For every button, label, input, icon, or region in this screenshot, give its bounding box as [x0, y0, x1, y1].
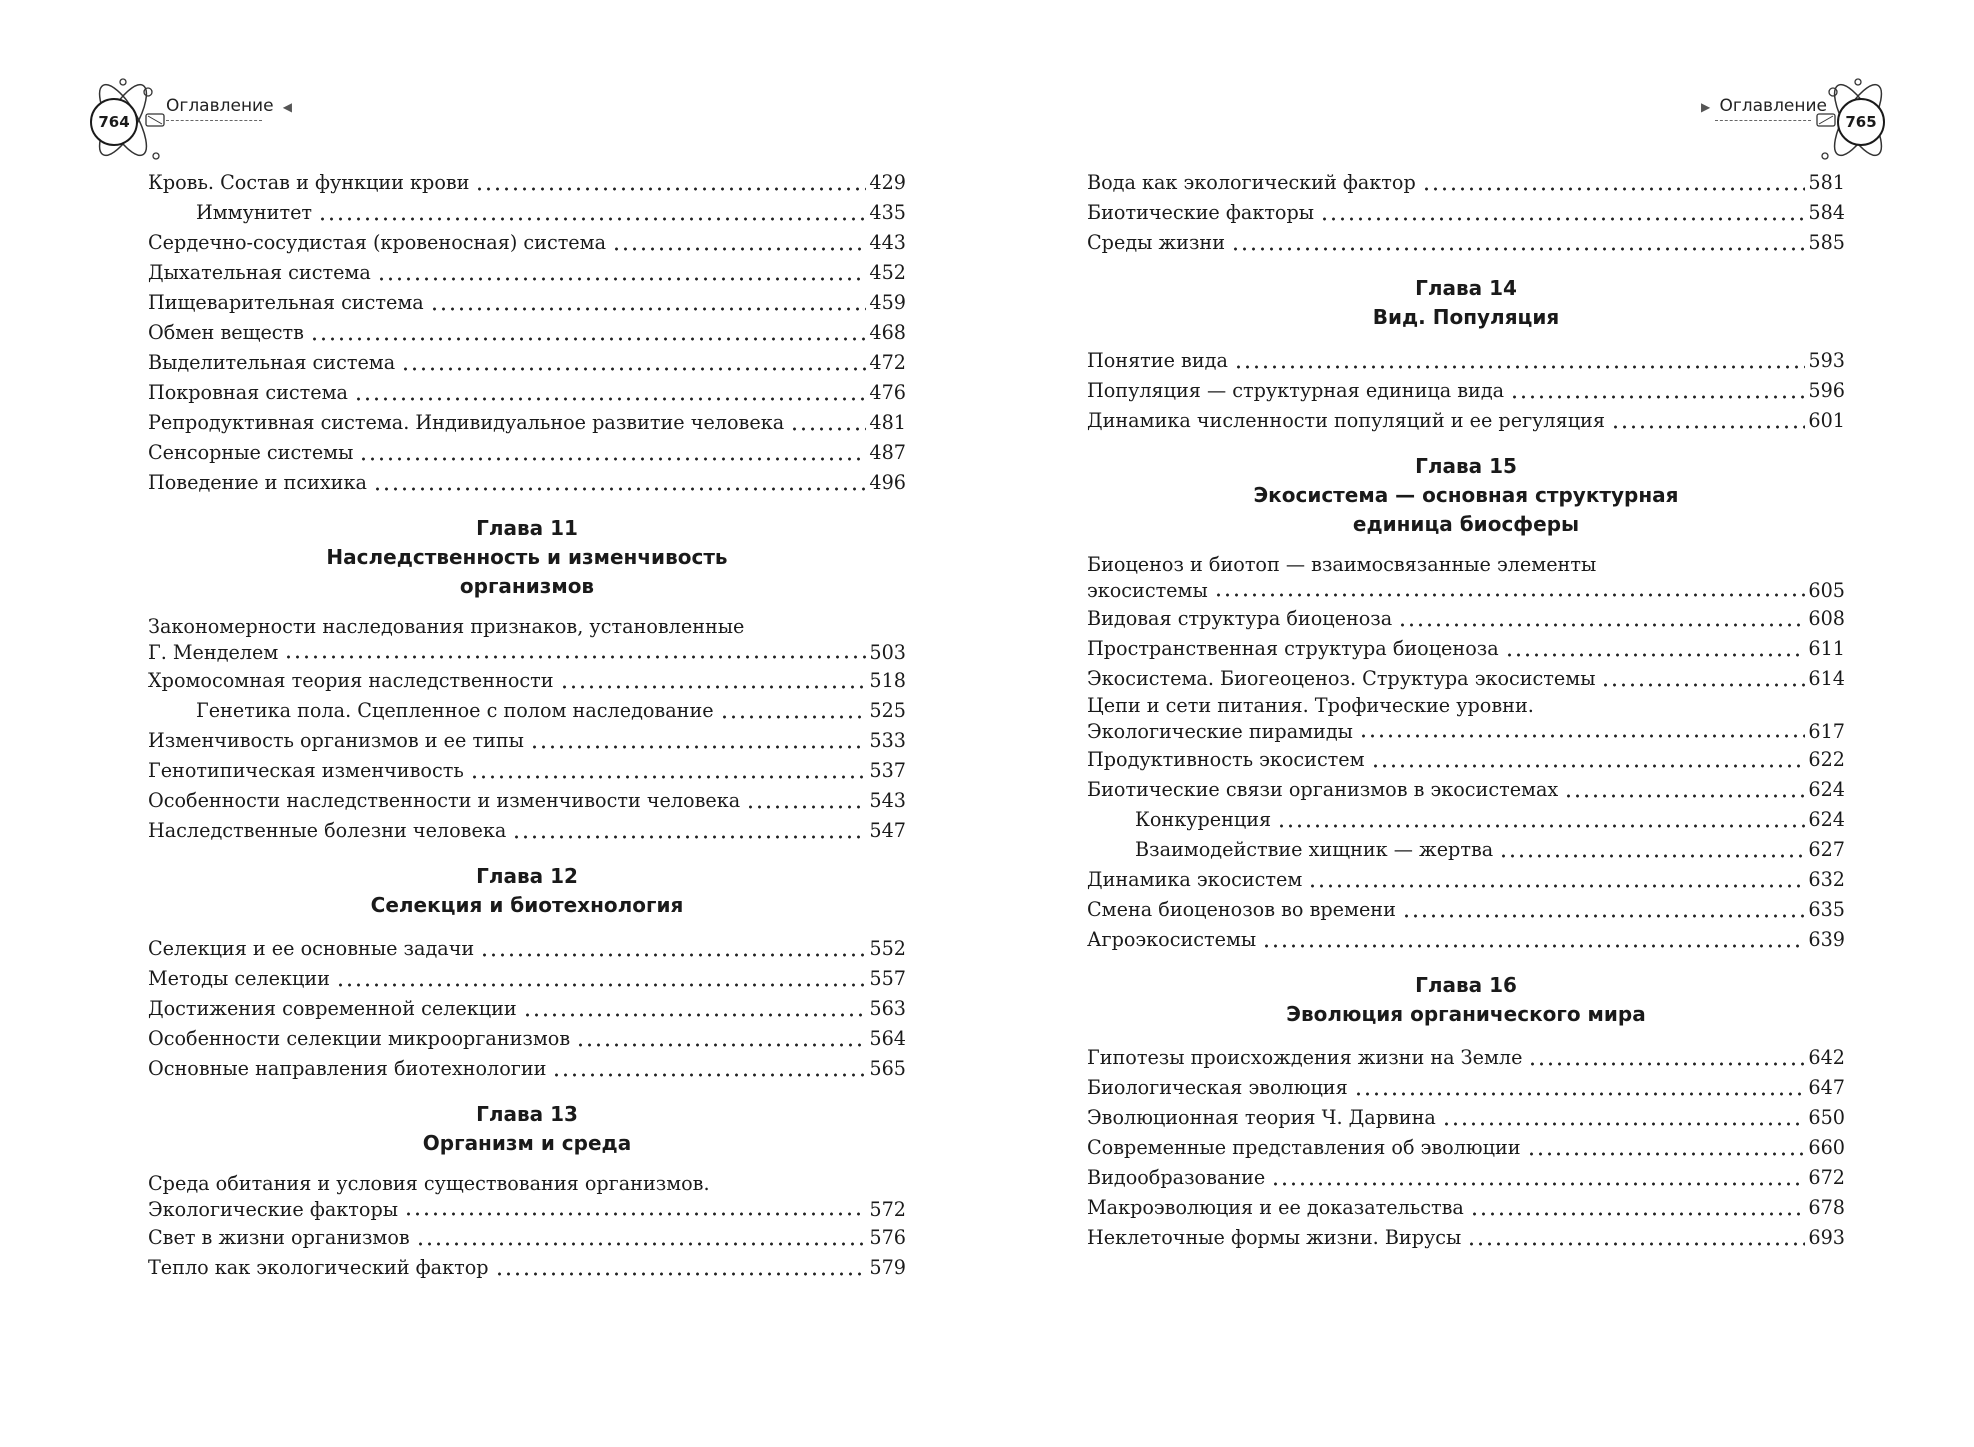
toc-entry-title-line: Среда обитания и условия существования организмов.: [148, 1172, 710, 1195]
dot-leader: [612, 247, 866, 251]
dot-leader: [377, 277, 867, 281]
toc-entry-page: 624: [1808, 808, 1845, 831]
chapter-title: Организм и среда: [422, 1131, 632, 1155]
toc-entry-page: 552: [869, 937, 906, 960]
toc-entry-page: 476: [869, 381, 906, 404]
toc-entry-title: Обмен веществ: [148, 321, 304, 344]
chapter-number: Глава 14: [1415, 276, 1517, 300]
dot-leader: [1442, 1122, 1806, 1126]
dot-leader: [512, 835, 866, 839]
toc-entry: [1087, 775, 1845, 805]
toc-entry-page: 496: [869, 471, 906, 494]
chapter-title: единица биосферы: [1352, 512, 1580, 536]
toc-entry-title: Пищеварительная система: [148, 291, 424, 314]
page-number-badge: 764: [90, 98, 138, 146]
toc-entry: [148, 468, 906, 498]
toc-entry-page: 581: [1808, 171, 1845, 194]
dot-leader: [1402, 914, 1805, 918]
toc-entry-page: 693: [1808, 1226, 1845, 1249]
toc-entry: [148, 318, 906, 348]
toc-entry-multiline: [1087, 694, 1845, 745]
dot-leader: [1308, 884, 1805, 888]
toc-entry: [148, 438, 906, 468]
toc-entry-page: 429: [869, 171, 906, 194]
chapter-title: Экосистема — основная структурная: [1253, 483, 1679, 507]
toc-entry: [1087, 577, 1845, 604]
toc-entry-title: Эволюционная теория Ч. Дарвина: [1087, 1106, 1436, 1129]
toc-entry-title: Биотические связи организмов в экосистемах: [1087, 778, 1559, 801]
toc-entry: [148, 964, 906, 994]
toc-entry: [1087, 1133, 1845, 1163]
dot-leader: [1611, 425, 1805, 429]
toc-entry-page: 563: [869, 997, 906, 1020]
chapter-heading: [1087, 971, 1845, 1029]
toc-entry-page: 601: [1808, 409, 1845, 432]
toc-entry: [1087, 1103, 1845, 1133]
dot-leader: [1422, 187, 1806, 191]
dot-leader: [1320, 217, 1805, 221]
dot-leader: [416, 1242, 867, 1246]
chapter-title: Наследственность и изменчивость: [326, 545, 728, 569]
toc-entry-page: 608: [1808, 607, 1845, 630]
toc-entry: [148, 726, 906, 756]
toc-entry-title: Дыхательная система: [148, 261, 371, 284]
toc-entry-title: Кровь. Состав и функции крови: [148, 171, 470, 194]
toc-entry-multiline: [148, 615, 906, 666]
toc-entry: [148, 639, 906, 666]
toc-entry-multiline: [148, 1172, 906, 1223]
toc-entry-title: Экологические факторы: [148, 1198, 398, 1221]
toc-entry-title: Экосистема. Биогеоценоз. Структура экосистемы: [1087, 667, 1596, 690]
dot-leader: [1510, 395, 1805, 399]
toc-entry-title: Г. Менделем: [148, 641, 279, 664]
toc-entry: [148, 228, 906, 258]
toc-entry: [148, 1054, 906, 1084]
toc-entry-page: 624: [1808, 778, 1845, 801]
toc-entry: [148, 1253, 906, 1283]
triangle-right-icon: ▶: [1701, 100, 1715, 114]
chapter-heading: [148, 1100, 906, 1158]
toc-entry: [1087, 228, 1845, 258]
toc-entry-page: 547: [869, 819, 906, 842]
toc-entry-title: Макроэволюция и ее доказательства: [1087, 1196, 1464, 1219]
table-of-contents: [148, 168, 906, 1283]
toc-entry-title: Агроэкосистемы: [1087, 928, 1257, 951]
toc-entry-page: 435: [869, 201, 906, 224]
toc-entry: [1087, 1223, 1845, 1253]
dot-leader: [373, 487, 866, 491]
dot-leader: [1564, 794, 1805, 798]
toc-entry-title: Взаимодействие хищник — жертва: [1135, 838, 1494, 861]
running-head: [166, 96, 292, 126]
toc-entry: [148, 696, 906, 726]
toc-entry-title: Наследственные болезни человека: [148, 819, 507, 842]
toc-entry-title: Неклеточные формы жизни. Вирусы: [1087, 1226, 1462, 1249]
dot-leader: [1359, 734, 1805, 738]
toc-entry: [148, 816, 906, 846]
toc-entry-page: 617: [1808, 720, 1845, 743]
toc-entry-page: 650: [1808, 1106, 1845, 1129]
toc-entry-page: 678: [1808, 1196, 1845, 1219]
toc-entry: [148, 1196, 906, 1223]
toc-entry-page: 572: [869, 1198, 906, 1221]
toc-entry-title: Вода как экологический фактор: [1087, 171, 1416, 194]
running-head: [1701, 96, 1827, 126]
toc-entry-page: 576: [869, 1226, 906, 1249]
dot-leader: [1601, 683, 1805, 687]
dot-leader: [1231, 247, 1805, 251]
toc-entry: [148, 168, 906, 198]
toc-entry-page: 593: [1808, 349, 1845, 372]
toc-entry: [1087, 664, 1845, 694]
toc-entry-page: 579: [869, 1256, 906, 1279]
toc-entry: [148, 786, 906, 816]
toc-entry: [148, 1024, 906, 1054]
running-head-rule: [1715, 120, 1811, 121]
toc-entry-page: 611: [1808, 637, 1845, 660]
toc-entry-title-line: Цепи и сети питания. Трофические уровни.: [1087, 694, 1534, 717]
chapter-title: организмов: [459, 574, 595, 598]
toc-entry-title: Динамика экосистем: [1087, 868, 1303, 891]
toc-entry-title: Особенности наследственности и изменчивости человека: [148, 789, 741, 812]
toc-entry: [1087, 406, 1845, 436]
toc-entry: [148, 258, 906, 288]
toc-entry-page: 639: [1808, 928, 1845, 951]
chapter-number: Глава 12: [476, 864, 578, 888]
triangle-left-icon: ◀: [278, 100, 293, 114]
chapter-number: Глава 15: [1415, 454, 1517, 478]
toc-entry-page: 642: [1808, 1046, 1845, 1069]
dot-leader: [1499, 854, 1805, 858]
toc-entry: [1087, 865, 1845, 895]
toc-entry-title: Современные представления об эволюции: [1087, 1136, 1521, 1159]
toc-entry-title: Динамика численности популяций и ее регуляция: [1087, 409, 1605, 432]
dot-leader: [1398, 623, 1805, 627]
dot-leader: [1234, 365, 1805, 369]
toc-entry-page: 481: [869, 411, 906, 434]
toc-entry-page: 543: [869, 789, 906, 812]
dot-leader: [1354, 1092, 1806, 1096]
toc-entry-page: 584: [1808, 201, 1845, 224]
toc-entry-title: Пространственная структура биоценоза: [1087, 637, 1499, 660]
toc-entry-title: Основные направления биотехнологии: [148, 1057, 547, 1080]
dot-leader: [1467, 1242, 1805, 1246]
chapter-title: Селекция и биотехнология: [370, 893, 684, 917]
dot-leader: [1277, 824, 1805, 828]
dot-leader: [552, 1073, 866, 1077]
dot-leader: [354, 397, 866, 401]
toc-entry-title: Достижения современной селекции: [148, 997, 517, 1020]
toc-entry-title: Сердечно-сосудистая (кровеносная) система: [148, 231, 607, 254]
page-number-badge: 765: [1837, 98, 1885, 146]
dot-leader: [1371, 764, 1806, 768]
dot-leader: [480, 953, 866, 957]
toc-entry-title: Покровная система: [148, 381, 348, 404]
toc-entry-page: 459: [869, 291, 906, 314]
toc-entry: [148, 198, 906, 228]
table-of-contents: [1087, 168, 1845, 1253]
toc-entry-page: 635: [1808, 898, 1845, 921]
toc-entry: [1087, 745, 1845, 775]
toc-entry-page: 605: [1808, 579, 1845, 602]
running-head-label: Оглавление: [166, 96, 274, 116]
dot-leader: [1262, 944, 1805, 948]
toc-entry-page: 503: [869, 641, 906, 664]
toc-entry-page: 614: [1808, 667, 1845, 690]
toc-entry: [1087, 805, 1845, 835]
dot-leader: [1527, 1152, 1806, 1156]
toc-entry: [1087, 168, 1845, 198]
dot-leader: [746, 805, 866, 809]
toc-entry-title: Понятие вида: [1087, 349, 1228, 372]
toc-entry-page: 472: [869, 351, 906, 374]
right-page: [987, 0, 1974, 1447]
toc-entry-title: экосистемы: [1087, 579, 1208, 602]
chapter-heading: [1087, 452, 1845, 539]
toc-entry: [148, 288, 906, 318]
toc-entry-page: 525: [869, 699, 906, 722]
toc-entry-title: Сенсорные системы: [148, 441, 354, 464]
dot-leader: [1470, 1212, 1806, 1216]
toc-entry: [148, 378, 906, 408]
toc-entry-title: Генотипическая изменчивость: [148, 759, 464, 782]
toc-entry: [148, 348, 906, 378]
toc-entry-title: Иммунитет: [196, 201, 313, 224]
dot-leader: [1505, 653, 1806, 657]
toc-entry-title: Методы селекции: [148, 967, 330, 990]
toc-entry-page: 565: [869, 1057, 906, 1080]
running-head-rule: [166, 120, 262, 121]
toc-entry-title: Тепло как экологический фактор: [148, 1256, 489, 1279]
toc-entry-page: 585: [1808, 231, 1845, 254]
toc-entry-page: 537: [869, 759, 906, 782]
toc-entry-page: 518: [869, 669, 906, 692]
toc-entry: [148, 756, 906, 786]
dot-leader: [560, 685, 867, 689]
chapter-heading: [148, 862, 906, 920]
toc-entry: [1087, 376, 1845, 406]
toc-entry-title: Хромосомная теория наследственности: [148, 669, 554, 692]
toc-entry-title: Среды жизни: [1087, 231, 1225, 254]
chapter-title: Эволюция органического мира: [1286, 1002, 1646, 1026]
toc-entry-page: 533: [869, 729, 906, 752]
toc-entry-title: Видовая структура биоценоза: [1087, 607, 1393, 630]
toc-entry-title: Особенности селекции микроорганизмов: [148, 1027, 571, 1050]
toc-entry: [1087, 718, 1845, 745]
dot-leader: [530, 745, 866, 749]
dot-leader: [1271, 1182, 1805, 1186]
toc-entry: [1087, 604, 1845, 634]
toc-entry-title: Поведение и психика: [148, 471, 367, 494]
dot-leader: [495, 1272, 867, 1276]
running-head-label: Оглавление: [1719, 96, 1828, 116]
toc-entry: [1087, 198, 1845, 228]
dot-leader: [336, 983, 866, 987]
dot-leader: [1214, 593, 1806, 597]
dot-leader: [318, 217, 866, 221]
toc-entry-title: Биологическая эволюция: [1087, 1076, 1348, 1099]
dot-leader: [523, 1013, 867, 1017]
toc-entry-title: Видообразование: [1087, 1166, 1266, 1189]
toc-entry-page: 487: [869, 441, 906, 464]
toc-entry-page: 452: [869, 261, 906, 284]
dot-leader: [310, 337, 866, 341]
dot-leader: [284, 655, 866, 659]
toc-entry-title: Популяция — структурная единица вида: [1087, 379, 1505, 402]
toc-entry-title-line: Биоценоз и биотоп — взаимосвязанные элементы: [1087, 553, 1597, 576]
dot-leader: [475, 187, 866, 191]
dot-leader: [790, 427, 866, 431]
dot-leader: [470, 775, 867, 779]
dot-leader: [430, 307, 867, 311]
toc-entry: [1087, 1043, 1845, 1073]
chapter-heading: [148, 514, 906, 601]
dot-leader: [401, 367, 866, 371]
toc-entry: [148, 994, 906, 1024]
toc-entry: [1087, 346, 1845, 376]
dot-leader: [359, 457, 866, 461]
toc-entry-multiline: [1087, 553, 1845, 604]
toc-entry-title: Гипотезы происхождения жизни на Земле: [1087, 1046, 1523, 1069]
chapter-number: Глава 11: [476, 516, 578, 540]
toc-entry-page: 557: [869, 967, 906, 990]
toc-entry-page: 596: [1808, 379, 1845, 402]
toc-entry: [1087, 895, 1845, 925]
toc-entry-page: 672: [1808, 1166, 1845, 1189]
toc-entry-title: Репродуктивная система. Индивидуальное развитие человека: [148, 411, 785, 434]
toc-entry-title: Биотические факторы: [1087, 201, 1315, 224]
toc-entry-page: 627: [1808, 838, 1845, 861]
toc-entry-page: 660: [1808, 1136, 1845, 1159]
dot-leader: [1528, 1062, 1805, 1066]
chapter-title: Вид. Популяция: [1372, 305, 1560, 329]
toc-entry-title: Изменчивость организмов и ее типы: [148, 729, 524, 752]
toc-entry: [1087, 835, 1845, 865]
toc-entry: [148, 666, 906, 696]
toc-entry-title-line: Закономерности наследования признаков, установленные: [148, 615, 745, 638]
chapter-heading: [1087, 274, 1845, 332]
toc-entry: [1087, 1193, 1845, 1223]
toc-entry-page: 647: [1808, 1076, 1845, 1099]
dot-leader: [404, 1212, 866, 1216]
chapter-number: Глава 16: [1415, 973, 1517, 997]
toc-entry-page: 564: [869, 1027, 906, 1050]
toc-entry-title: Свет в жизни организмов: [148, 1226, 410, 1249]
dot-leader: [720, 715, 867, 719]
toc-entry-title: Генетика пола. Сцепленное с полом наследование: [196, 699, 714, 722]
toc-entry: [1087, 925, 1845, 955]
toc-entry: [148, 1223, 906, 1253]
toc-entry-page: 622: [1808, 748, 1845, 771]
chapter-number: Глава 13: [476, 1102, 578, 1126]
toc-entry: [1087, 634, 1845, 664]
toc-entry-title: Продуктивность экосистем: [1087, 748, 1365, 771]
toc-entry: [1087, 1163, 1845, 1193]
toc-entry-title: Выделительная система: [148, 351, 396, 374]
toc-entry-page: 443: [869, 231, 906, 254]
toc-entry-page: 468: [869, 321, 906, 344]
dot-leader: [576, 1043, 866, 1047]
toc-entry-title: Селекция и ее основные задачи: [148, 937, 475, 960]
toc-entry-title: Экологические пирамиды: [1087, 720, 1353, 743]
toc-entry: [148, 408, 906, 438]
toc-entry-title: Конкуренция: [1135, 808, 1272, 831]
toc-entry: [148, 934, 906, 964]
toc-entry-title: Смена биоценозов во времени: [1087, 898, 1396, 921]
toc-entry-page: 632: [1808, 868, 1845, 891]
toc-entry: [1087, 1073, 1845, 1103]
